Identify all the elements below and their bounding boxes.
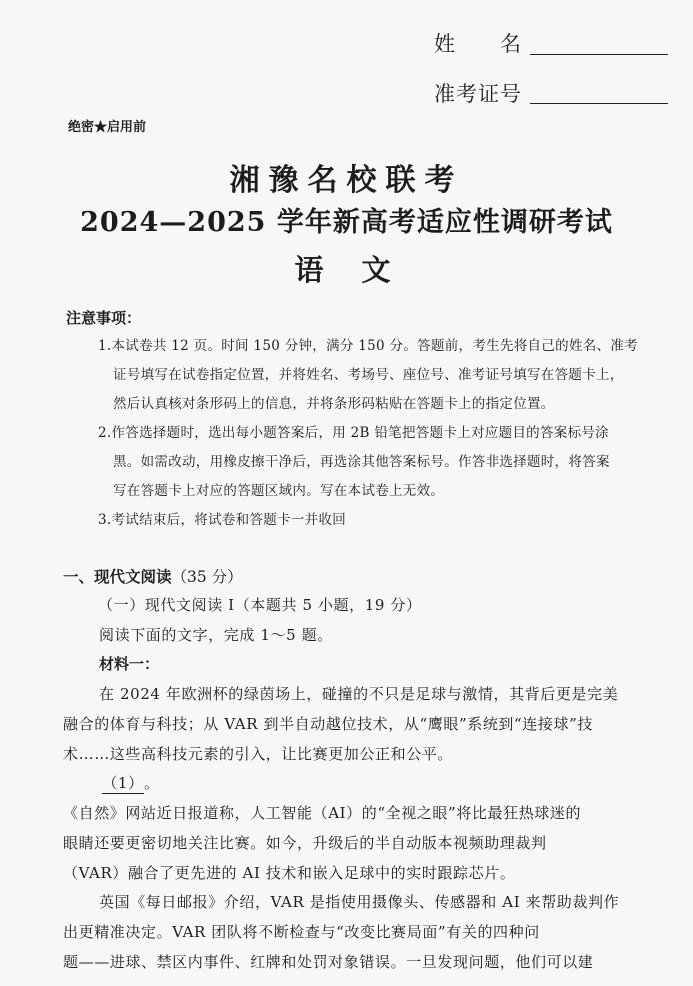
- subsection-heading: （一）现代文阅读 I（本题共 5 小题，19 分）: [98, 596, 422, 614]
- section-1-heading: [63, 565, 243, 587]
- notice-item-3: 3.考试结束后，将试卷和答题卡一并收回: [98, 512, 347, 528]
- notice-item-1-line-1: 1.本试卷共 12 页。时间 150 分钟，满分 150 分。答题前，考生先将自己的姓名、准考: [98, 338, 638, 354]
- notice-item-2-line-1: 2.作答选择题时，选出每小题答案后，用 2B 铅笔把答题卡上对应题目的答案标号涂: [98, 425, 609, 441]
- section-1-title: 一、现代文阅读: [63, 567, 172, 586]
- paragraph-2-line-1: 《自然》网站近日报道称，人工智能（AI）的“全视之眼”将比最狂热球迷的: [63, 804, 582, 822]
- notice-item-2-line-3: 写在答题卡上对应的答题区域内。写在本试卷上无效。: [113, 483, 445, 499]
- blank-1-label: （1）: [102, 774, 144, 792]
- exam-year-title: 2024—2025 学年新高考适应性调研考试: [80, 207, 613, 238]
- paragraph-3-line-1: 英国《每日邮报》介绍，VAR 是指使用摄像头、传感器和 AI 来帮助裁判作: [99, 893, 620, 911]
- fill-blank-1: [102, 772, 160, 794]
- paragraph-1-line-1: 在 2024 年欧洲杯的绿茵场上，碰撞的不只是足球与激情，其背后更是完美: [99, 685, 619, 703]
- paragraph-2-line-3: （VAR）融合了更先进的 AI 技术和嵌入足球中的实时跟踪芯片。: [63, 864, 516, 882]
- material-1-label: 材料一：: [99, 655, 160, 673]
- exam-id-label: 准考证号: [434, 82, 522, 106]
- name-field-line[interactable]: [530, 54, 668, 55]
- name-label: 姓 名: [434, 32, 522, 56]
- paragraph-1-line-3: 术……这些高科技元素的引入，让比赛更加公正和公平。: [63, 745, 454, 763]
- notice-item-1-line-3: 然后认真核对条形码上的信息，并将条形码粘贴在答题卡上的指定位置。: [113, 396, 555, 412]
- exam-union-title: 湘豫名校联考: [229, 163, 464, 198]
- paragraph-1-line-2: 融合的体育与科技；从 VAR 到半自动越位技术，从“鹰眼”系统到“连接球”技: [63, 715, 593, 733]
- notice-heading: 注意事项：: [66, 309, 142, 327]
- paragraph-3-line-2: 出更精准决定。VAR 团队将不断检查与“改变比赛局面”有关的四种问: [63, 923, 540, 941]
- subject-title: 语文: [294, 253, 429, 287]
- section-1-points: （35 分）: [171, 568, 243, 586]
- exam-id-field-line[interactable]: [530, 103, 668, 104]
- notice-item-1-line-2: 证号填写在试卷指定位置，并将姓名、考场号、座位号、准考证号填写在答题卡上，: [113, 367, 624, 383]
- reading-instruction: 阅读下面的文字，完成 1～5 题。: [99, 626, 333, 644]
- blank-1-end: 。: [144, 774, 160, 792]
- paragraph-2-line-2: 眼睛还要更密切地关注比赛。如今，升级后的半自动版本视频助理裁判: [63, 834, 547, 852]
- paragraph-3-line-3: 题——进球、禁区内事件、红牌和处罚对象错误。一旦发现问题，他们可以建: [63, 953, 594, 971]
- notice-item-2-line-2: 黑。如需改动，用橡皮擦干净后，再选涂其他答案标号。作答非选择题时，将答案: [113, 454, 610, 470]
- confidential-mark: 绝密★启用前: [68, 120, 147, 135]
